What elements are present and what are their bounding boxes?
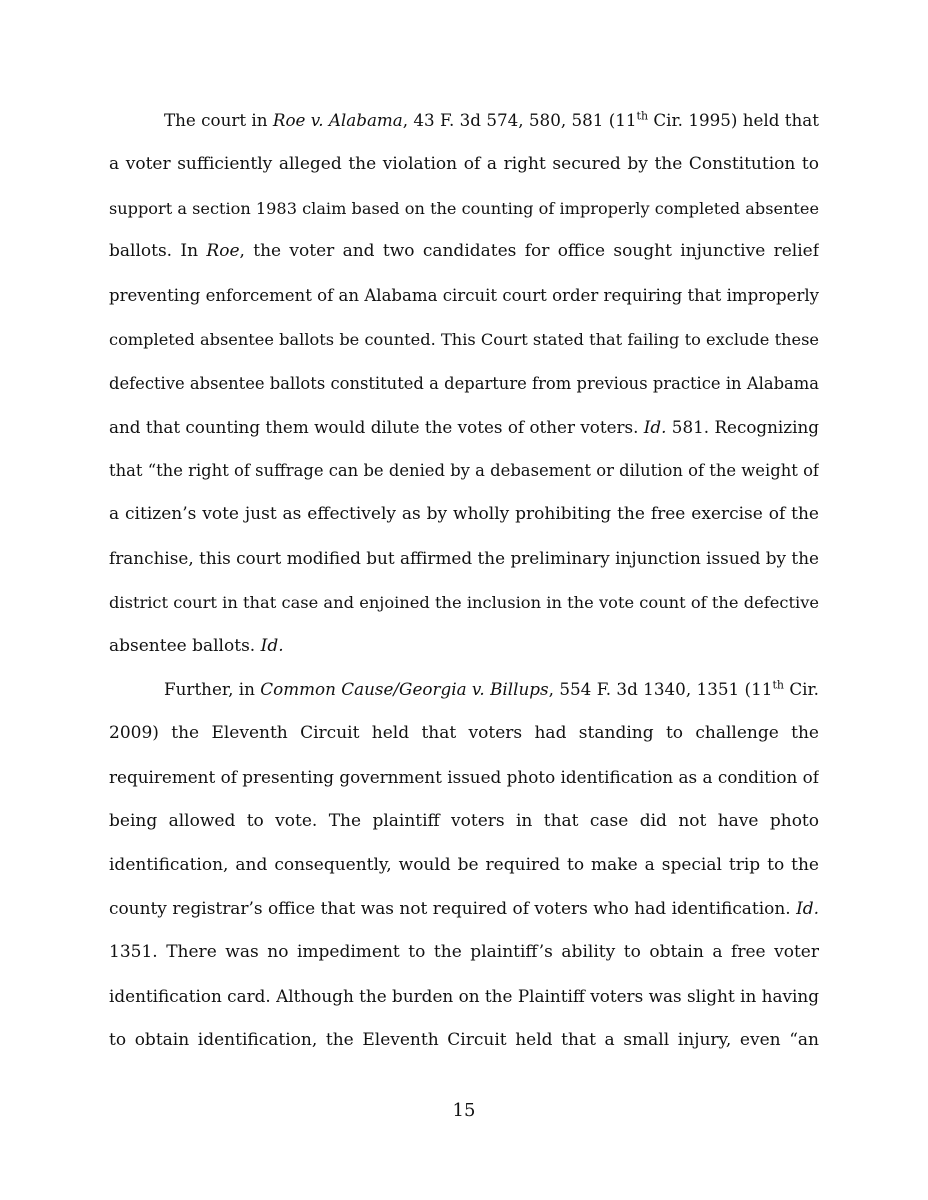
- text-line: [109, 668, 819, 712]
- text-run: , 43 F. 3d 574, 580, 581 (11: [402, 110, 637, 130]
- text-line: [109, 362, 819, 406]
- text-line: [109, 143, 819, 187]
- text-run: a voter sufficiently alleged the violation of a right secured by the Constitution to: [109, 153, 819, 174]
- text-run: requirement of presenting government issued photo identification as a condition of: [109, 766, 819, 787]
- text-line: [109, 800, 819, 844]
- body-text: [109, 99, 819, 1063]
- text-run: county registrar’s office that was not required of voters who had identification.: [109, 898, 797, 919]
- citation-italic: Roe: [206, 241, 240, 262]
- text-run: franchise, this court modified but affirmed the preliminary injunction issued by the: [109, 547, 819, 568]
- text-line: [109, 493, 819, 537]
- citation-italic: Id.: [796, 898, 819, 919]
- text-run: district court in that case and enjoined the inclusion in the vote count of the defective: [109, 592, 819, 612]
- text-run: completed absentee ballots be counted. This Court stated that failing to exclude these: [109, 329, 819, 349]
- text-line: [109, 274, 819, 318]
- text-run: absentee ballots.: [109, 635, 261, 656]
- text-run: , 554 F. 3d 1340, 1351 (11: [548, 679, 773, 700]
- text-run: identification card. Although the burden on the Plaintiff voters was slight in having: [109, 985, 819, 1006]
- text-run: 1351. There was no impediment to the plaintiff’s ability to obtain a free voter: [109, 942, 819, 963]
- text-line: [109, 931, 819, 975]
- text-run: ballots. In: [109, 241, 207, 262]
- text-run: Further, in: [164, 679, 261, 700]
- text-run: support a section 1983 claim based on the counting of improperly completed absentee: [109, 198, 819, 218]
- text-run: that “the right of suffrage can be denied by a debasement or dilution of the weight of: [109, 461, 819, 481]
- text-line: [109, 99, 819, 143]
- text-line: [109, 712, 819, 756]
- citation-italic: Id.: [260, 635, 284, 656]
- text-line: [109, 581, 819, 625]
- text-run: a citizen’s vote just as effectively as by wholly prohibiting the free exercise of the: [109, 504, 819, 525]
- text-line: [109, 537, 819, 581]
- text-run: 2009) the Eleventh Circuit held that voters had standing to challenge the: [109, 723, 819, 744]
- text-run: defective absentee ballots constituted a departure from previous practice in Alabama: [109, 373, 819, 393]
- citation-italic: Common Cause/Georgia v. Billups: [260, 679, 549, 700]
- page-number: 15: [452, 1100, 476, 1121]
- text-run: Cir. 1995) held that: [648, 110, 819, 130]
- text-run: being allowed to vote. The plaintiff voters in that case did not have photo: [109, 810, 819, 831]
- text-line: [109, 887, 819, 931]
- text-run: and that counting them would dilute the votes of other voters.: [109, 416, 644, 437]
- text-run: The court in: [164, 110, 273, 130]
- text-line: [109, 187, 819, 231]
- text-line: [109, 318, 819, 362]
- text-line: [109, 756, 819, 800]
- superscript-ordinal: th: [636, 109, 649, 123]
- text-line: [109, 625, 819, 669]
- paragraph-billups: [109, 668, 819, 1062]
- text-line: [109, 975, 819, 1019]
- text-run: , the voter and two candidates for office sought injunctive relief: [239, 241, 819, 262]
- text-run: Cir.: [783, 679, 819, 700]
- text-line: [109, 844, 819, 888]
- text-line: [109, 1019, 819, 1063]
- superscript-ordinal: th: [772, 678, 784, 692]
- text-run: to obtain identification, the Eleventh Circuit held that a small injury, even “an: [109, 1029, 819, 1050]
- text-run: 581. Recognizing: [666, 416, 819, 437]
- text-run: preventing enforcement of an Alabama circuit court order requiring that improperly: [109, 286, 819, 306]
- text-line: [109, 406, 819, 450]
- citation-italic: Roe v. Alabama: [272, 110, 403, 130]
- citation-italic: Id.: [643, 416, 667, 437]
- text-run: identification, and consequently, would be required to make a special trip to the: [109, 854, 819, 875]
- text-line: [109, 230, 819, 274]
- text-line: [109, 449, 819, 493]
- paragraph-roe: [109, 99, 819, 668]
